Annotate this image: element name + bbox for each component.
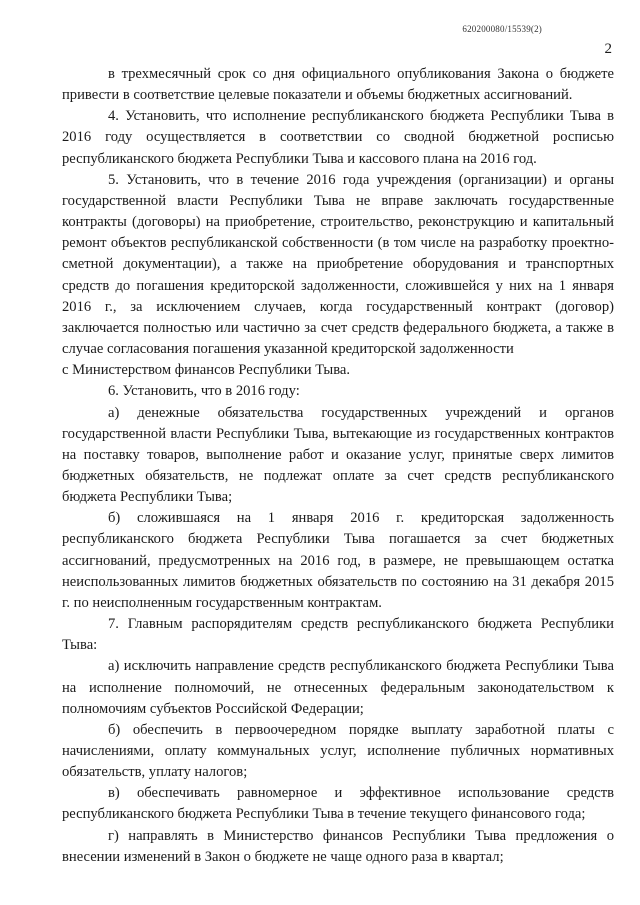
paragraph-item-7: 7. Главным распорядителям средств республиканского бюджета Республики Тыва:: [62, 616, 614, 654]
paragraph-item-4: 4. Установить, что исполнение республиканского бюджета Республики Тыва в 2016 году осуществляется в соответствии со сводной бюджетной росписью республиканского бюджета Республики Тыва и кассового плана на 2016 год.: [62, 108, 614, 167]
paragraph-item-7a: а) исключить направление средств республиканского бюджета Республики Тыва на исполнение полномочий, не отнесенных федеральным законодательством к полномочиям субъектов Российской Федерации;: [62, 658, 614, 717]
paragraph-item-7b: б) обеспечить в первоочередном порядке выплату заработной платы с начислениями, оплату коммунальных услуг, исполнение публичных нормативных обязательств, уплату налогов;: [62, 721, 614, 781]
paragraph-item-5-tail: с Министерством финансов Республики Тыва.: [62, 362, 351, 379]
paragraph-item-6b: б) сложившаяся на 1 января 2016 г. кредиторская задолженность республиканского бюджета Республики Тыва погашается за счет бюджетных ассигнований, предусмотренных на 2016 год, в размере, не превышающем остатка неиспользованных лимитов бюджетных обязательств по состоянию на 31 декабря 2015 г. по неисполненным государственным контрактам.: [62, 510, 614, 611]
paragraph-item-7v: в) обеспечивать равномерное и эффективное использование средств республиканского бюджета Республики Тыва в течение текущего финансового года;: [62, 785, 614, 823]
paragraph-item-5: 5. Установить, что в течение 2016 года учреждения (организации) и органы государственной власти Республики Тыва не вправе заключать государственные контракты (договоры) на приобретение, строительство, реконструкцию и капитальный ремонт объектов республиканской собственности (в том числе на разработку проектно-сметной документации), а также на приобретение оборудования и транспортных средств до погашения кредиторской задолженности, сложившейся у них на 1 января 2016 г., за исключением случаев, когда государственный контракт (договор) заключается полностью или частично за счет средств федерального бюджета, а также в случае согласования погашения указанной кредиторской задолженности: [62, 171, 614, 358]
paragraph-continuation: в трехмесячный срок со дня официального опубликования Закона о бюджете привести в соответствие целевые показатели и объемы бюджетных ассигнований.: [62, 66, 614, 104]
document-code: 620200080/15539(2): [462, 24, 542, 34]
paragraph-item-6a: а) денежные обязательства государственных учреждений и органов государственной власти Республики Тыва, вытекающие из государственных контрактов на поставку товаров, выполнение работ и оказание услуг, принятые сверх лимитов бюджетных обязательств, не подлежат оплате за счет средств республиканского бюджета Республики Тыва;: [62, 404, 614, 506]
paragraph-item-7g: г) направлять в Министерство финансов Республики Тыва предложения о внесении изменений в Закон о бюджете не чаще одного раза в квартал;: [62, 827, 614, 865]
paragraph-item-6: 6. Установить, что в 2016 году:: [108, 383, 300, 400]
page-number: 2: [604, 41, 612, 57]
document-body: [62, 64, 614, 868]
